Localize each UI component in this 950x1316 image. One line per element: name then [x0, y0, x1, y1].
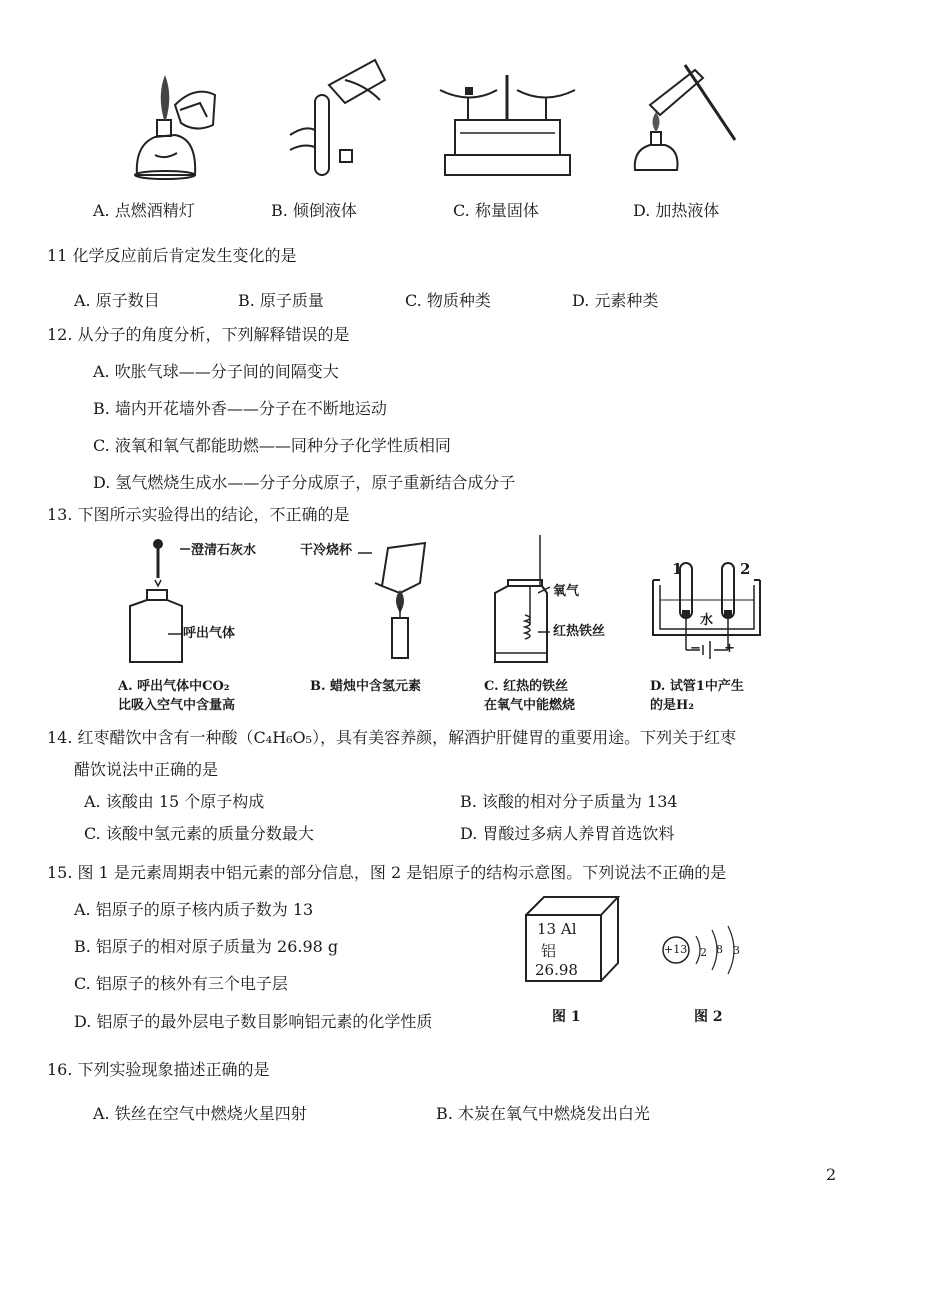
q13-a-caption-line1[interactable]: A. 呼出气体中CO₂ — [118, 679, 230, 694]
q13-b-caption[interactable]: B. 蜡烛中含氢元素 — [310, 679, 422, 694]
q14-option-c[interactable]: C. 该酸中氢元素的质量分数最大 — [84, 824, 314, 843]
q14-stem-line1: 14. 红枣醋饮中含有一种酸（C₄H₆O₅），具有美容养颜，解酒护肝健胃的重要用途。下列关于红枣 — [47, 728, 737, 747]
q15-fig2-nucleus: +13 — [664, 943, 688, 956]
q13-b-label-cold-beaker: 干冷烧杯 — [300, 543, 353, 558]
q15-fig1-line2: 铝 — [541, 942, 557, 960]
q11-option-b[interactable]: B. 原子质量 — [238, 291, 324, 310]
q15-fig2-shell1: 2 — [700, 946, 707, 959]
q12-option-c[interactable]: C. 液氧和氧气都能助燃——同种分子化学性质相同 — [93, 436, 451, 455]
q12-option-a[interactable]: A. 吹胀气球——分子间的间隔变大 — [93, 362, 339, 381]
q16-option-a[interactable]: A. 铁丝在空气中燃烧火星四射 — [93, 1104, 307, 1123]
q15-fig2-shell2: 8 — [716, 943, 723, 956]
q16-option-b[interactable]: B. 木炭在氧气中燃烧发出白光 — [436, 1104, 650, 1123]
q12-stem: 12. 从分子的角度分析，下列解释错误的是 — [47, 325, 350, 344]
q15-option-a[interactable]: A. 铝原子的原子核内质子数为 13 — [74, 900, 314, 919]
q13-d-label-water: 水 — [700, 613, 714, 628]
q16-stem: 16. 下列实验现象描述正确的是 — [47, 1060, 270, 1079]
q10-option-a[interactable]: A. 点燃酒精灯 — [93, 201, 195, 220]
q13-a-label-limewater: 澄清石灰水 — [191, 543, 257, 558]
q14-option-d[interactable]: D. 胃酸过多病人养胃首选饮料 — [460, 824, 675, 843]
q15-fig1-line1: 13 Al — [537, 920, 577, 938]
q11-option-d[interactable]: D. 元素种类 — [572, 291, 659, 310]
q15-stem: 15. 图 1 是元素周期表中铝元素的部分信息，图 2 是铝原子的结构示意图。下列说法不正确的是 — [47, 863, 727, 882]
q14-option-a[interactable]: A. 该酸由 15 个原子构成 — [84, 792, 265, 811]
q13-a-label-exhaled-gas: 呼出气体 — [183, 626, 236, 641]
q14-option-b[interactable]: B. 该酸的相对分子质量为 134 — [460, 792, 678, 811]
q11-option-c[interactable]: C. 物质种类 — [405, 291, 491, 310]
q10-option-b[interactable]: B. 倾倒液体 — [271, 201, 357, 220]
q13-d-label-minus: − — [690, 641, 701, 656]
q15-fig1-caption: 图 1 — [552, 1009, 581, 1025]
q12-option-b[interactable]: B. 墙内开花墙外香——分子在不断地运动 — [93, 399, 387, 418]
q13-stem: 13. 下图所示实验得出的结论，不正确的是 — [47, 505, 350, 524]
q12-option-d[interactable]: D. 氢气燃烧生成水——分子分成原子，原子重新结合成分子 — [93, 473, 516, 492]
q10-option-d[interactable]: D. 加热液体 — [633, 201, 720, 220]
q15-option-b[interactable]: B. 铝原子的相对原子质量为 26.98 g — [74, 937, 339, 956]
q13-c-label-oxygen: 氧气 — [553, 584, 580, 599]
q13-c-label-hot-iron-wire: 红热铁丝 — [553, 624, 606, 639]
q14-stem-line2: 醋饮说法中正确的是 — [74, 760, 219, 779]
q13-d-label-tube1: 1 — [672, 560, 683, 578]
q13-c-caption-line2: 在氧气中能燃烧 — [484, 698, 576, 713]
q13-d-caption-line2: 的是H₂ — [650, 698, 694, 713]
q13-d-label-tube2: 2 — [740, 560, 751, 578]
q15-fig2-shell3: 3 — [733, 944, 740, 957]
q15-option-d[interactable]: D. 铝原子的最外层电子数目影响铝元素的化学性质 — [74, 1012, 433, 1031]
q10-option-c[interactable]: C. 称量固体 — [453, 201, 539, 220]
q15-fig1-line3: 26.98 — [535, 961, 578, 979]
q15-option-c[interactable]: C. 铝原子的核外有三个电子层 — [74, 974, 288, 993]
page-number: 2 — [826, 1165, 837, 1184]
q11-option-a[interactable]: A. 原子数目 — [74, 291, 160, 310]
q13-d-label-plus: + — [724, 641, 735, 656]
q11-stem: 11 化学反应前后肯定发生变化的是 — [47, 246, 297, 265]
q13-d-caption-line1[interactable]: D. 试管1中产生 — [650, 679, 744, 694]
q13-a-caption-line2: 比吸入空气中含量高 — [118, 698, 236, 713]
q13-c-caption-line1[interactable]: C. 红热的铁丝 — [484, 679, 569, 694]
q15-fig2-caption: 图 2 — [694, 1009, 723, 1025]
